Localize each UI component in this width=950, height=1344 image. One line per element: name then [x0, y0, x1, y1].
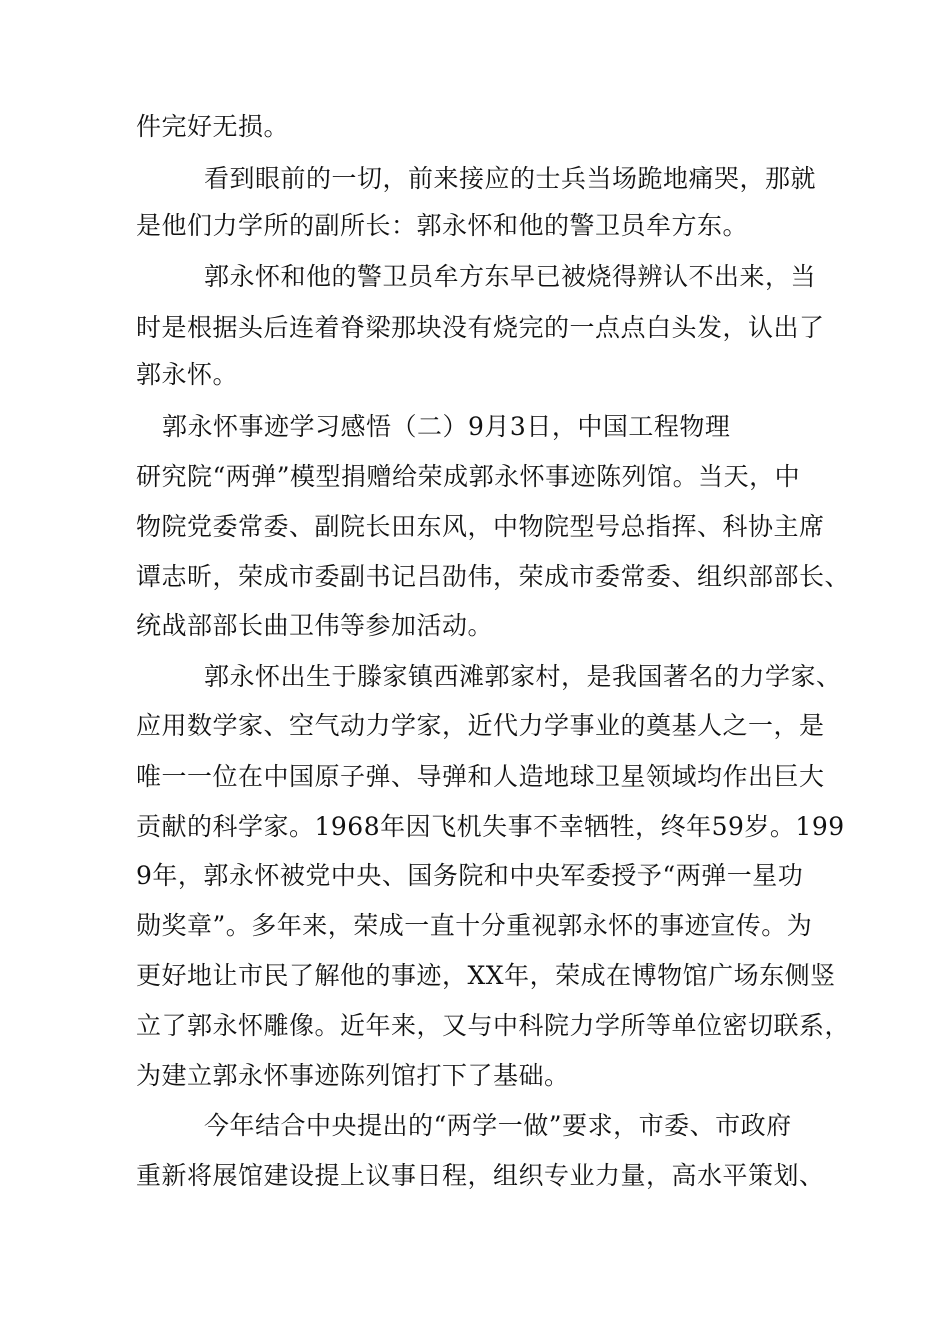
text-line: 郭永怀出生于滕家镇西滩郭家村，是我国著名的力学家、	[204, 662, 842, 691]
text-line: 唯一一位在中国原子弹、导弹和人造地球卫星领域均作出巨大	[136, 762, 825, 791]
text-line: 今年结合中央提出的“两学一做”要求，市委、市政府	[204, 1111, 792, 1140]
text-line: 勋奖章”。多年来，荣成一直十分重视郭永怀的事迹宣传。为	[136, 911, 813, 940]
text-line: 贡献的科学家。1968年因飞机失事不幸牺牲，终年59岁。199	[136, 812, 845, 841]
text-line: 郭永怀。	[136, 360, 239, 389]
text-line: 为建立郭永怀事迹陈列馆打下了基础。	[136, 1061, 570, 1090]
text-line: 郭永怀和他的警卫员牟方东早已被烧得辨认不出来，当	[204, 262, 817, 291]
text-line: 件完好无损。	[136, 112, 290, 141]
text-line: 立了郭永怀雕像。近年来，又与中科院力学所等单位密切联系，	[136, 1011, 851, 1040]
text-line: 应用数学家、空气动力学家，近代力学事业的奠基人之一，是	[136, 711, 825, 740]
text-line: 时是根据头后连着脊梁那块没有烧完的一点点白头发，认出了	[136, 313, 825, 342]
text-line: 统战部部长曲卫伟等参加活动。	[136, 611, 494, 640]
text-line: 物院党委常委、副院长田东风，中物院型号总指挥、科协主席	[136, 512, 825, 541]
text-line: 9年，郭永怀被党中央、国务院和中央军委授予“两弹一星功	[136, 861, 804, 890]
text-line: 是他们力学所的副所长：郭永怀和他的警卫员牟方东。	[136, 211, 749, 240]
section-heading-line: 郭永怀事迹学习感悟（二）9月3日，中国工程物理	[162, 412, 731, 441]
text-line: 看到眼前的一切，前来接应的士兵当场跪地痛哭，那就	[204, 164, 817, 193]
text-line: 更好地让市民了解他的事迹，XX年，荣成在博物馆广场东侧竖	[136, 961, 836, 990]
text-line: 研究院“两弹”模型捐赠给荣成郭永怀事迹陈列馆。当天，中	[136, 462, 801, 491]
text-line: 重新将展馆建设提上议事日程，组织专业力量，高水平策划、	[136, 1161, 825, 1190]
text-line: 谭志昕，荣成市委副书记吕劭伟，荣成市委常委、组织部部长、	[136, 562, 851, 591]
